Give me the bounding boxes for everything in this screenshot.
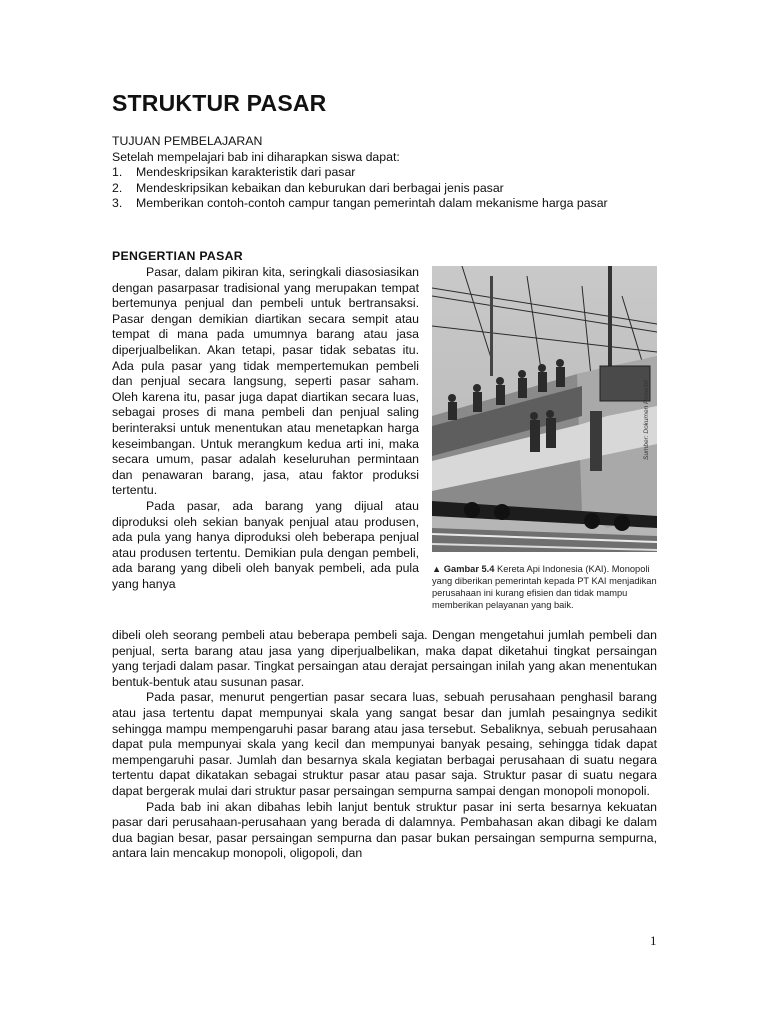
objective-text: Memberikan contoh-contoh campur tangan pemerintah dalam mekanisme harga pasar: [136, 196, 608, 211]
objectives-intro: Setelah mempelajari bab ini diharapkan siswa dapat:: [112, 149, 400, 164]
caption-label: Gambar 5.4: [443, 564, 495, 574]
paragraph: Pasar, dalam pikiran kita, seringkali diasosiasikan dengan pasarpasar tradisional yang merupakan tempat bertemunya penjual dan pembeli untuk bertransaksi. Pasar dengan demikian diartikan secara sempit atau tempat di mana pada umumnya barang atau jasa diperjualbelikan. Akan tetapi, pasar tidak sebatas itu. Ada pula pasar yang tidak mempertemukan pembeli dan penjual secara langsung, seperti pasar saham. Oleh karena itu, pasar juga dapat diartikan secara luas, sebagai proses di mana pembeli dan penjual saling berinteraksi untuk menentukan atau menetapkan harga keseimbangan. Untuk merangkum kedua arti ini, maka secara umum, pasar adalah keseluruhan permintaan dan penawaran barang, jasa, atau faktor produksi tertentu.: [112, 265, 419, 498]
paragraph: dibeli oleh seorang pembeli atau beberapa pembeli saja. Dengan mengetahui jumlah pembeli dan penjual, serta barang atau jasa yang diperjualbelikan, maka dapat diketahui tingkat persaingan yang terjadi dalam pasar. Tingkat persaingan atau derajat persaingan inilah yang akan menentukan bentuk-bentuk atau susunan pasar.: [112, 628, 657, 689]
page-number: 1: [650, 933, 657, 948]
objective-item: [112, 181, 657, 197]
paragraph: Pada pasar, ada barang yang dijual atau diproduksi oleh sekian banyak penjual atau produsen, ada pula yang hanya diproduksi oleh beberapa penjual atau produsen tertentu. Demikian pula dengan pembeli, ada barang yang dibeli oleh banyak pembeli, ada pula yang hanya: [112, 498, 419, 591]
section-heading: PENGERTIAN PASAR: [112, 249, 243, 263]
objective-text: Mendeskripsikan karakteristik dari pasar: [136, 165, 356, 180]
objective-item: [112, 196, 657, 212]
photo-credit: Sumber: Dokumen Penerbit: [643, 379, 650, 460]
objective-text: Mendeskripsikan kebaikan dan keburukan dari berbagai jenis pasar: [136, 180, 504, 195]
full-width-text: [112, 628, 657, 862]
caption-text: Kereta Api Indonesia (KAI). Monopoli yang diberikan pemerintah kepada PT KAI menjadikan perusahaan ini kurang efisien dan tidak mampu memberikan pelayanan yang baik.: [432, 564, 657, 610]
objective-number: 2.: [112, 180, 123, 195]
paragraph: Pada pasar, menurut pengertian pasar secara luas, sebuah perusahaan penghasil barang atau jasa tertentu dapat mempunyai skala yang sangat besar dan jumlah pesaingnya sedikit sehingga mampu mempengaruhi pasar barang atau jasa tersebut. Sebaliknya, sebuah perusahaan dapat pula mempunyai skala yang kecil dan mempunyai banyak pesaing, sehingga tidak dapat mempengaruhi pasar. Jumlah dan besarnya skala kegiatan berbagai perusahaan di suatu negara tertentu dapat dikatakan sebagai struktur pasar atau pasar saja. Struktur pasar di suatu negara dapat bergerak mulai dari struktur pasar persaingan sempurna sampai dengan monopoli monopoli.: [112, 690, 657, 798]
document-title: STRUKTUR PASAR: [112, 90, 327, 116]
objective-item: [112, 165, 657, 181]
paragraph: Pada bab ini akan dibahas lebih lanjut bentuk struktur pasar ini serta besarnya kekuatan pasar dari perusahaan-perusahaan yang berada di dalamnya. Pembahasan akan dibagi ke dalam dua bagian besar, pasar persaingan sempurna dan pasar bukan persaingan sempurna sempurna, antara lain mencakup monopoli, oligopoli, dan: [112, 799, 657, 861]
objective-number: 1.: [112, 165, 123, 180]
objectives-heading: TUJUAN PEMBELAJARAN: [112, 134, 263, 148]
figure-caption: [432, 564, 658, 612]
train-photo: [432, 266, 657, 552]
objective-number: 3.: [112, 196, 123, 211]
train-illustration: [432, 266, 657, 552]
learning-objectives: [112, 134, 657, 212]
caption-marker-icon: ▲: [432, 564, 442, 574]
column-text: [112, 265, 419, 592]
objectives-list: [112, 165, 657, 212]
